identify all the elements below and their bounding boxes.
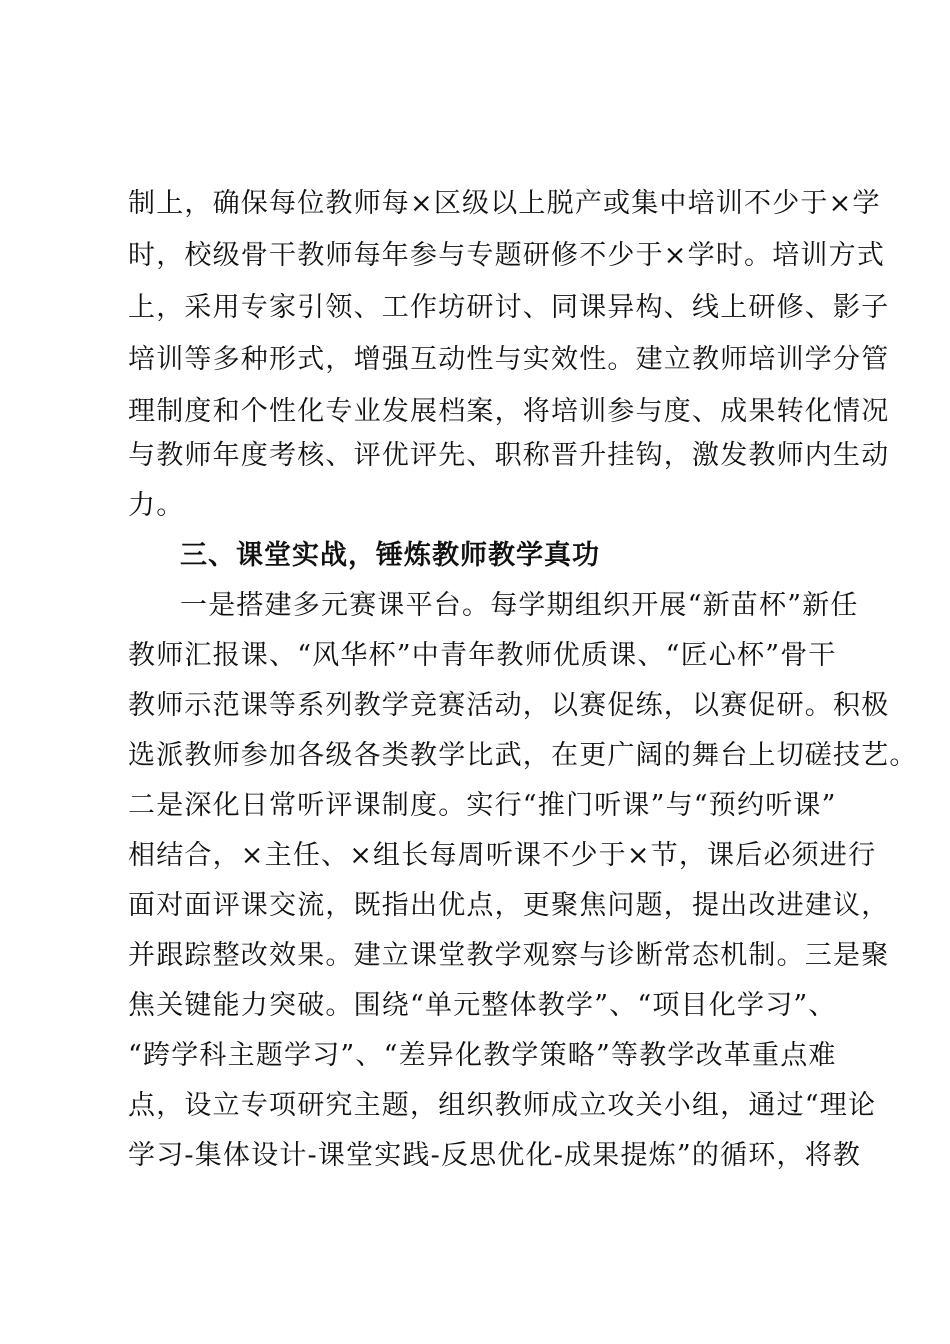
text-line: 点，设立专项研究主题，组织教师成立攻关小组，通过“理论 [128, 1090, 877, 1121]
text-line: 学习-集体设计-课堂实践-反思优化-成果提炼”的循环，将教 [128, 1140, 862, 1171]
text-line: 理制度和个性化专业发展档案，将培训参与度、成果转化情况 [128, 396, 890, 427]
text-line: 制上，确保每位教师每×区级以上脱产或集中培训不少于×学 [128, 188, 881, 219]
text-line: 培训等多种形式，增强互动性与实效性。建立教师培训学分管 [128, 344, 890, 375]
text-line: 选派教师参加各级各类教学比武，在更广阔的舞台上切磋技艺。 [128, 740, 918, 771]
text-line: 时，校级骨干教师每年参与专题研修不少于×学时。培训方式 [128, 240, 886, 271]
section-heading: 三、课堂实战，锤炼教师教学真功 [180, 540, 600, 571]
text-line: 焦关键能力突破。围绕“单元整体教学”、“项目化学习”、 [128, 990, 837, 1021]
text-line: “跨学科主题学习”、“差异化教学策略”等教学改革重点难 [128, 1040, 837, 1071]
text-line: 与教师年度考核、评优评先、职称晋升挂钩，激发教师内生动 [128, 440, 890, 471]
text-line: 教师示范课等系列教学竞赛活动，以赛促练，以赛促研。积极 [128, 690, 890, 721]
text-line: 并跟踪整改效果。建立课堂教学观察与诊断常态机制。三是聚 [128, 940, 890, 971]
text-line: 力。 [128, 490, 185, 521]
text-line: 一是搭建多元赛课平台。每学期组织开展“新苗杯”新任 [180, 590, 859, 621]
text-line: 教师汇报课、“风华杯”中青年教师优质课、“匠心杯”骨干 [128, 640, 837, 671]
text-line: 二是深化日常听评课制度。实行“推门听课”与“预约听课” [128, 790, 837, 821]
text-line: 面对面评课交流，既指出优点，更聚焦问题，提出改进建议， [128, 890, 890, 921]
text-line: 相结合，×主任、×组长每周听课不少于×节，课后必须进行 [128, 840, 877, 871]
text-line: 上，采用专家引领、工作坊研讨、同课异构、线上研修、影子 [128, 292, 890, 323]
